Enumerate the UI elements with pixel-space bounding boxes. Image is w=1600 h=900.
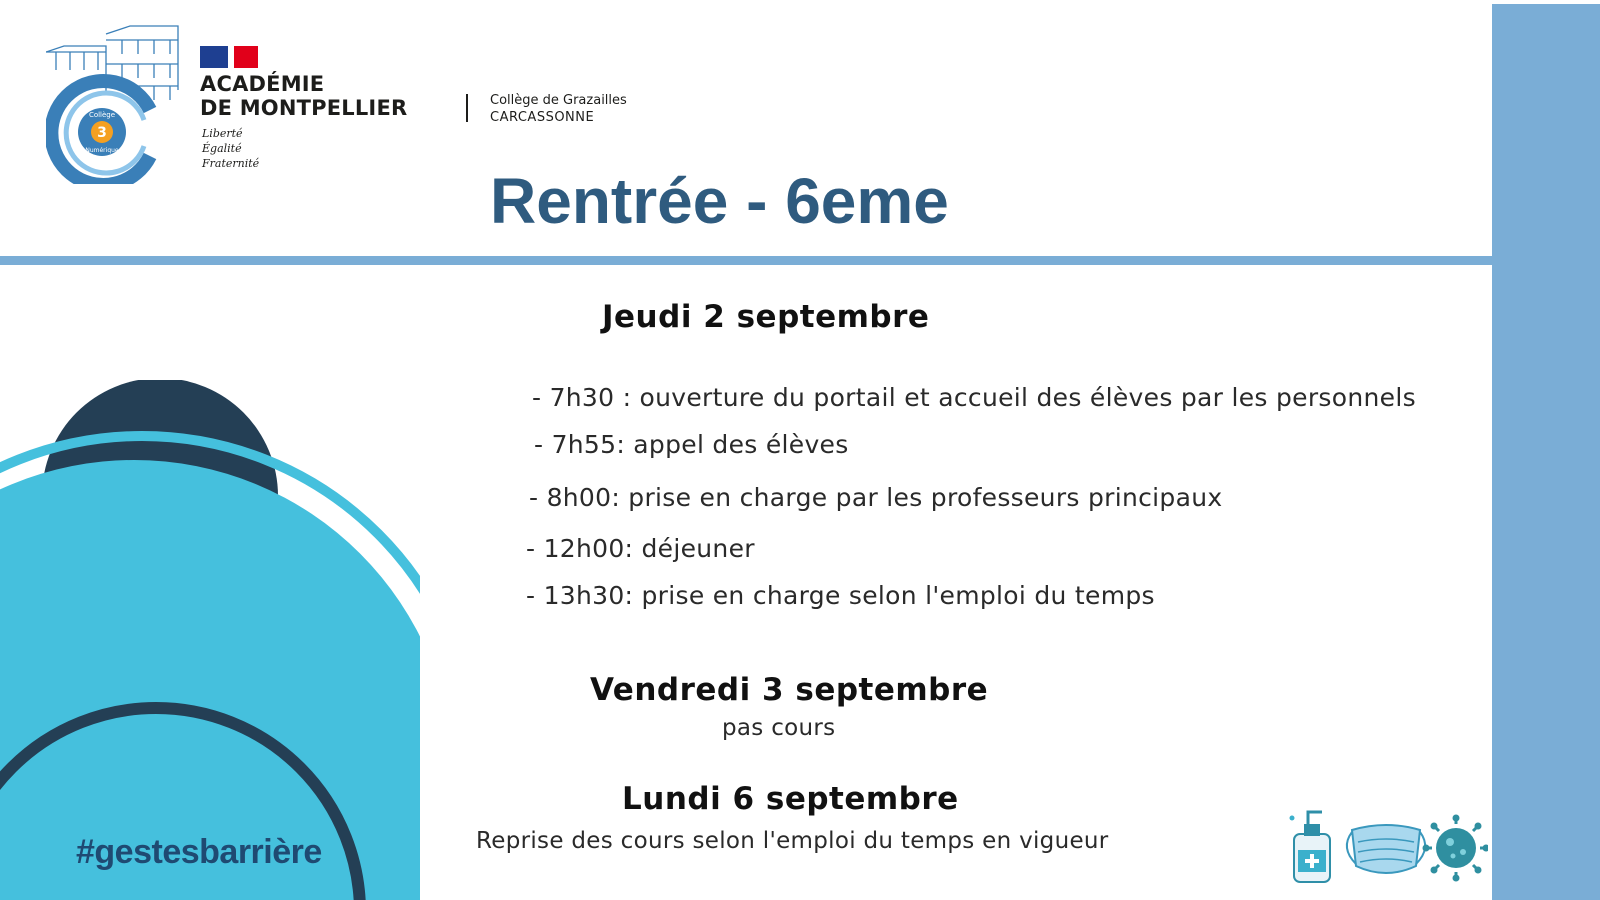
motto-liberte: Liberté bbox=[202, 127, 243, 140]
virus-icon bbox=[1423, 815, 1489, 882]
college-city: CARCASSONNE bbox=[490, 110, 595, 125]
badge-number: 3 bbox=[97, 125, 107, 141]
republic-motto bbox=[202, 126, 407, 171]
schedule-item-3: - 8h00: prise en charge par les professeurs principaux bbox=[529, 483, 1223, 512]
hand-sanitizer-icon bbox=[1290, 812, 1331, 882]
marianne-flag-icon bbox=[200, 46, 258, 68]
day2-note: pas cours bbox=[722, 715, 836, 741]
schedule-item-1: - 7h30 : ouverture du portail et accueil des élèves par les personnels bbox=[532, 383, 1416, 412]
motto-fraternite: Fraternité bbox=[202, 157, 260, 170]
academie-line2: DE MONTPELLIER bbox=[200, 96, 408, 120]
motto-egalite: Égalité bbox=[202, 142, 242, 155]
academie-line1: ACADÉMIE bbox=[200, 72, 325, 96]
college-name-block bbox=[490, 92, 627, 126]
schedule-item-4: - 12h00: déjeuner bbox=[526, 534, 755, 563]
schedule-item-5: - 13h30: prise en charge selon l'emploi du temps bbox=[526, 581, 1155, 610]
day1-heading: Jeudi 2 septembre bbox=[602, 299, 930, 335]
badge-text-top: Collège bbox=[88, 111, 116, 119]
academie-logo bbox=[200, 46, 407, 171]
badge-text-bottom: Numérique bbox=[85, 147, 119, 154]
logo-separator bbox=[466, 94, 468, 122]
hashtag-label: #gestesbarrière bbox=[76, 833, 322, 871]
schedule-item-2: - 7h55: appel des élèves bbox=[534, 430, 849, 459]
college-numerique-logo bbox=[46, 24, 186, 184]
college-name: Collège de Grazailles bbox=[490, 93, 627, 108]
header-divider-rule bbox=[0, 256, 1492, 265]
right-side-bar bbox=[1492, 4, 1600, 900]
page-title: Rentrée - 6eme bbox=[490, 165, 949, 237]
day3-heading: Lundi 6 septembre bbox=[622, 781, 959, 817]
face-mask-icon bbox=[1347, 825, 1425, 873]
barrier-gestures-icons bbox=[1288, 804, 1488, 884]
day3-note: Reprise des cours selon l'emploi du temps en vigueur bbox=[476, 828, 1109, 854]
decorative-circles bbox=[0, 380, 420, 900]
day2-heading: Vendredi 3 septembre bbox=[590, 672, 989, 708]
